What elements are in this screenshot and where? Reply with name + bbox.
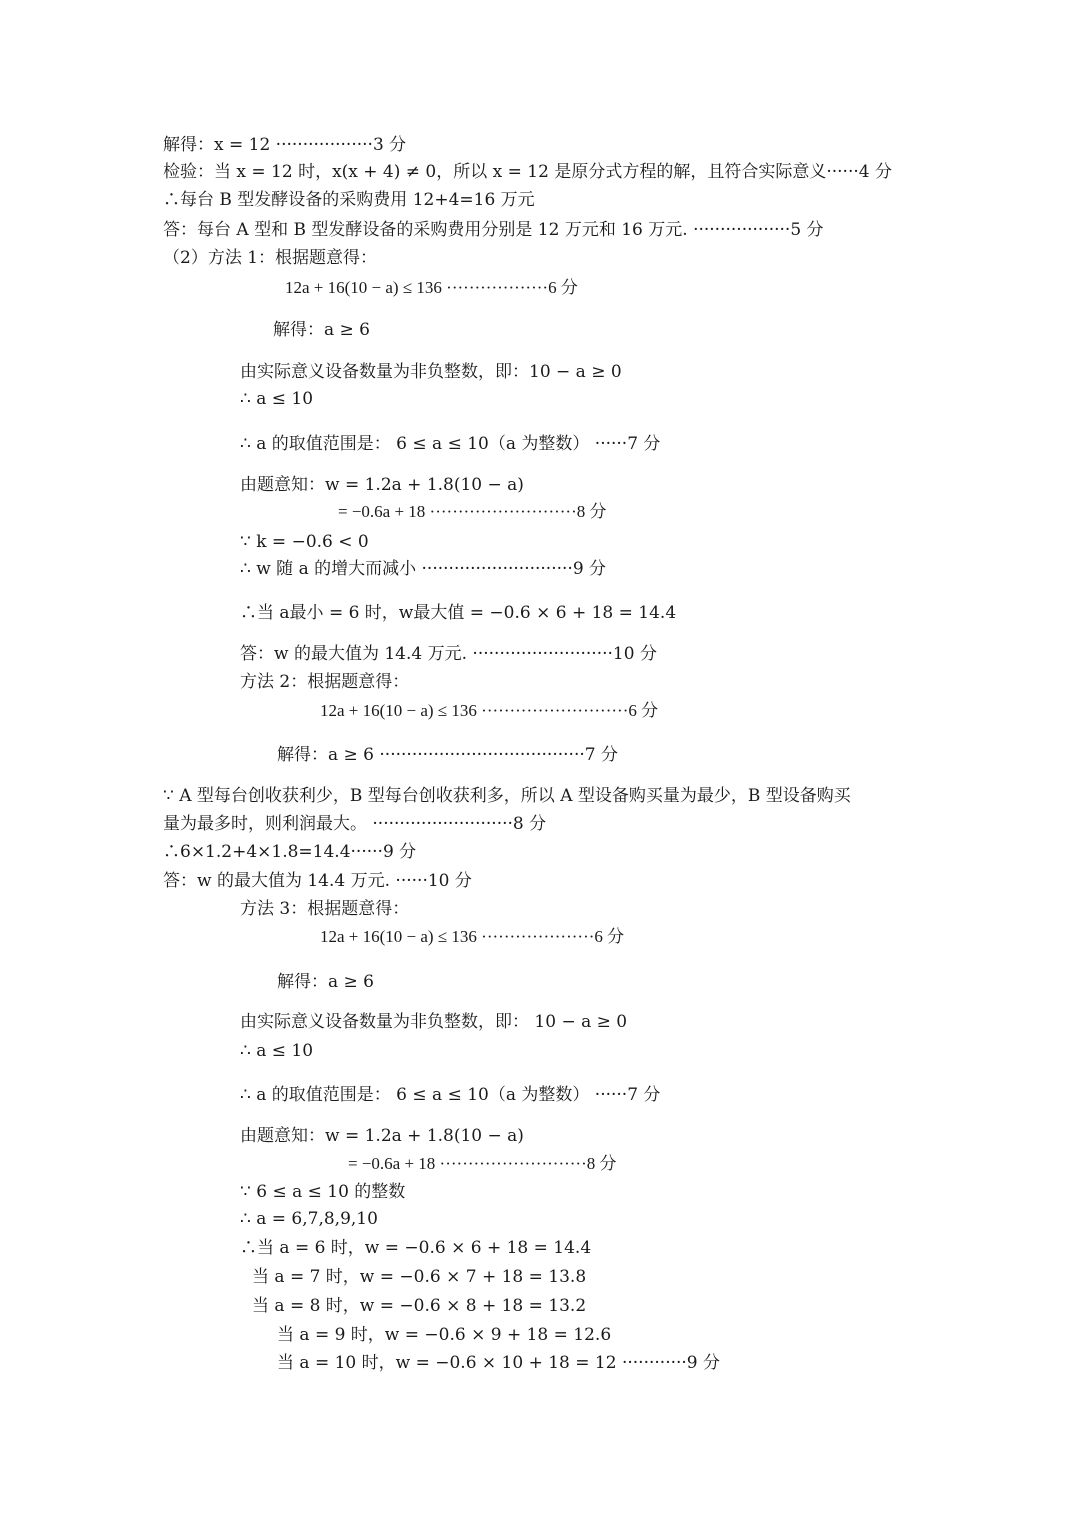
solution-line: 量为最多时，则利润最大。 ··························8 分 (163, 814, 547, 834)
solution-line: ∴当 a最小 = 6 时，w最大值 = −0.6 × 6 + 18 = 14.4 (240, 603, 677, 623)
solution-line: ∴ a 的取值范围是： 6 ≤ a ≤ 10（a 为整数） ······7 分 (240, 1085, 661, 1105)
solution-line: 当 a = 10 时，w = −0.6 × 10 + 18 = 12 ············9 分 (277, 1353, 721, 1373)
solution-line: 检验：当 x = 12 时，x(x + 4) ≠ 0，所以 x = 12 是原分式方程的解，且符合实际意义······4 分 (163, 162, 892, 182)
equation-line: 12a + 16(10 − a) ≤ 136 ····················6 分 (320, 927, 625, 946)
solution-line: 当 a = 8 时，w = −0.6 × 8 + 18 = 13.2 (252, 1296, 587, 1316)
solution-line: ∵ 6 ≤ a ≤ 10 的整数 (240, 1182, 406, 1202)
solution-line: 解得：x = 12 ··················3 分 (163, 135, 407, 155)
solution-line: ∴ a ≤ 10 (240, 1041, 314, 1061)
solution-line: 由实际意义设备数量为非负整数，即：10 − a ≥ 0 (240, 362, 622, 382)
equation-line: 12a + 16(10 − a) ≤ 136 ··························6 分 (320, 701, 659, 720)
solution-line: ∴ a ≤ 10 (240, 389, 314, 409)
solution-line: ∴当 a = 6 时，w = −0.6 × 6 + 18 = 14.4 (240, 1238, 592, 1258)
solution-line: 方法 2：根据题意得： (240, 672, 410, 692)
solution-line: 方法 3：根据题意得： (240, 899, 410, 919)
solution-line: 答：w 的最大值为 14.4 万元. ······10 分 (163, 871, 472, 891)
solution-line: ∵ A 型每台创收获利少，B 型每台创收获利多，所以 A 型设备购买量为最少，B 型设备购买 (163, 786, 851, 806)
solution-line: （2）方法 1：根据题意得： (163, 248, 378, 268)
solution-line: ∴ a 的取值范围是： 6 ≤ a ≤ 10（a 为整数） ······7 分 (240, 434, 661, 454)
solution-line: 答：w 的最大值为 14.4 万元. ··························10 分 (240, 644, 657, 664)
solution-line: ∴ w 随 a 的增大而减小 ····························9 分 (240, 559, 607, 579)
equation-line: = −0.6a + 18 ··························8 分 (348, 1154, 617, 1173)
solution-line: 当 a = 7 时，w = −0.6 × 7 + 18 = 13.8 (252, 1267, 587, 1287)
solution-line: ∴每台 B 型发酵设备的采购费用 12+4=16 万元 (163, 190, 535, 210)
solution-line: 由题意知：w = 1.2a + 1.8(10 − a) (240, 1126, 524, 1146)
solution-line: 解得：a ≥ 6 (273, 320, 371, 340)
solution-line: ∵ k = −0.6 < 0 (240, 532, 369, 552)
equation-line: 12a + 16(10 − a) ≤ 136 ··················6 分 (285, 278, 578, 297)
solution-line: 当 a = 9 时，w = −0.6 × 9 + 18 = 12.6 (277, 1325, 612, 1345)
solution-line: 由实际意义设备数量为非负整数，即： 10 − a ≥ 0 (240, 1012, 628, 1032)
solution-line: ∴ a = 6,7,8,9,10 (240, 1209, 378, 1229)
solution-line: ∴6×1.2+4×1.8=14.4······9 分 (163, 842, 417, 862)
equation-line: = −0.6a + 18 ··························8 分 (338, 502, 607, 521)
solution-line: 解得：a ≥ 6 (277, 972, 375, 992)
solution-line: 答：每台 A 型和 B 型发酵设备的采购费用分别是 12 万元和 16 万元. ··················5 分 (163, 220, 824, 240)
solution-line: 由题意知：w = 1.2a + 1.8(10 − a) (240, 475, 524, 495)
solution-line: 解得：a ≥ 6 ······································7 分 (277, 745, 618, 765)
